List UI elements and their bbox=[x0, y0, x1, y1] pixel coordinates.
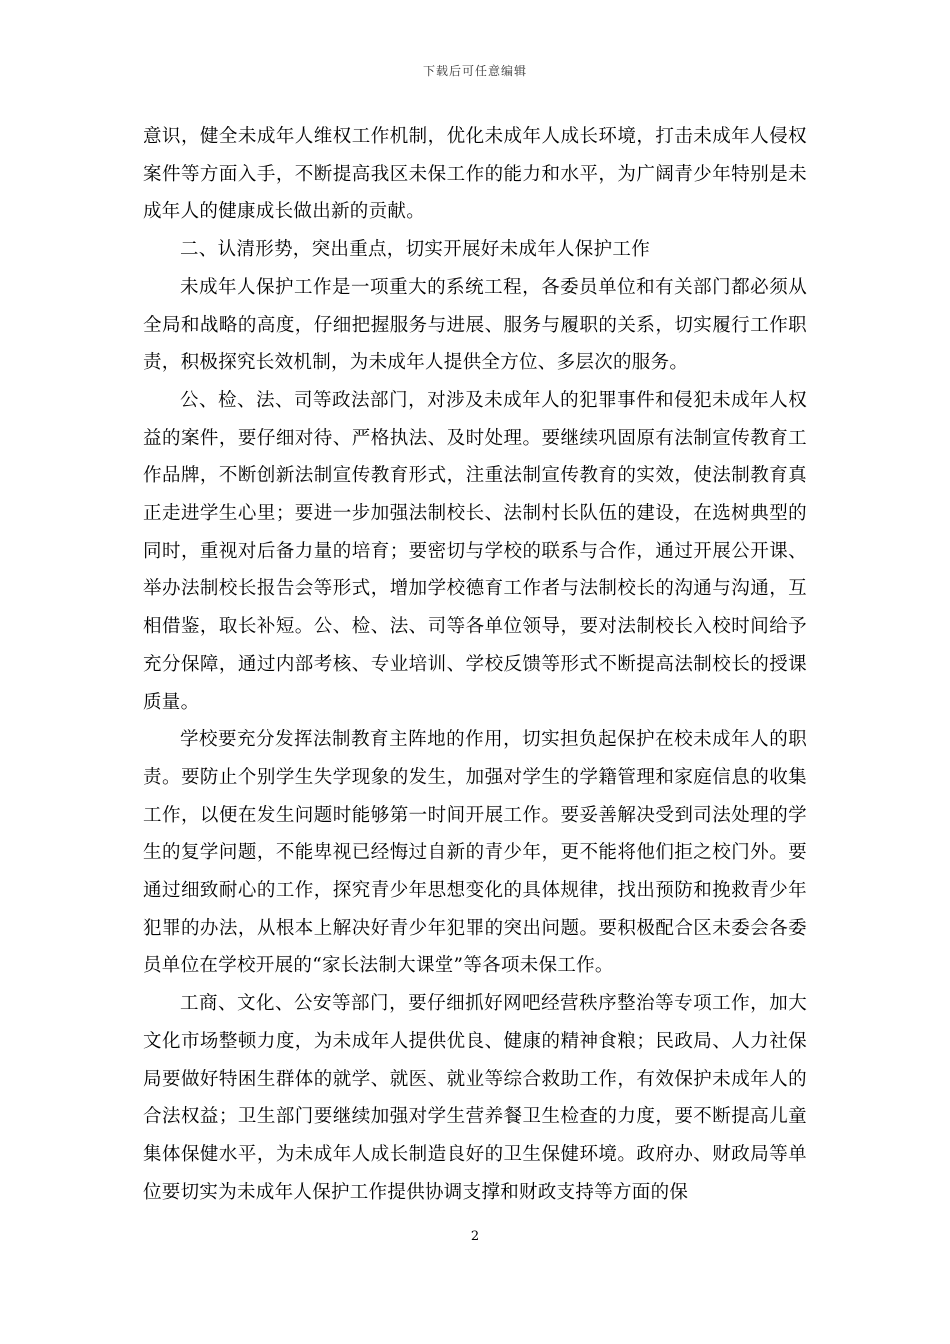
page-header: 下载后可任意编辑 bbox=[422, 64, 527, 78]
section-heading: 二、认清形势，突出重点，切实开展好未成年人保护工作 bbox=[180, 239, 651, 261]
paragraph-commerce-culture: 工商、文化、公安等部门，要仔细抓好网吧经营秩序整治等专项工作，加大文化市场整顿力度，为未成年人提供优良、健康的精神食粮；民政局、人力社保局要做好特困生群体的就学、就医、就业等综合救助工作，有效保护未成年人的合法权益；卫生部门要继续加强对学生营养餐卫生检查的力度，要不断提高儿童集体保健水平，为未成年人成长制造良好的卫生保健环境。政府办、财政局等单位要切实为未成年人保护工作提供协调支撑和财政支持等方面的保 bbox=[143, 993, 807, 1203]
paragraph-continuation: 意识，健全未成年人维权工作机制，优化未成年人成长环境，打击未成年人侵权案件等方面入手，不断提高我区未保工作的能力和水平，为广阔青少年特别是未成年人的健康成长做出新的贡献。 bbox=[143, 126, 807, 223]
document-body bbox=[143, 118, 807, 1211]
page-number: 2 bbox=[470, 1229, 480, 1244]
paragraph-legal-departments: 公、检、法、司等政法部门，对涉及未成年人的犯罪事件和侵犯未成年人权益的案件，要仔细对待、严格执法、及时处理。要继续巩固原有法制宣传教育工作品牌，不断创新法制宣传教育形式，注重法制宣传教育的实效，使法制教育真正走进学生心里；要进一步加强法制校长、法制村长队伍的建设，在选树典型的同时，重视对后备力量的培育；要密切与学校的联系与合作，通过开展公开课、举办法制校长报告会等形式，增加学校德育工作者与法制校长的沟通与沟通，互相借鉴，取长补短。公、检、法、司等各单位领导，要对法制校长入校时间给予充分保障，通过内部考核、专业培训、学校反馈等形式不断提高法制校长的授课质量。 bbox=[143, 389, 807, 713]
paragraph-overview: 未成年人保护工作是一项重大的系统工程，各委员单位和有关部门都必须从全局和战略的高度，仔细把握服务与进展、服务与履职的关系，切实履行工作职责，积极探究长效机制，为未成年人提供全方位、多层次的服务。 bbox=[143, 276, 807, 374]
paragraph-schools: 学校要充分发挥法制教育主阵地的作用，切实担负起保护在校未成年人的职责。要防止个别学生失学现象的发生，加强对学生的学籍管理和家庭信息的收集工作，以便在发生问题时能够第一时间开展工作。要妥善解决受到司法处理的学生的复学问题，不能卑视已经悔过自新的青少年，更不能将他们拒之校门外。要通过细致耐心的工作，探究青少年思想变化的具体规律，找出预防和挽救青少年犯罪的办法，从根本上解决好青少年犯罪的突出问题。要积极配合区未委会各委员单位在学校开展的“家长法制大课堂”等各项未保工作。 bbox=[143, 729, 807, 977]
